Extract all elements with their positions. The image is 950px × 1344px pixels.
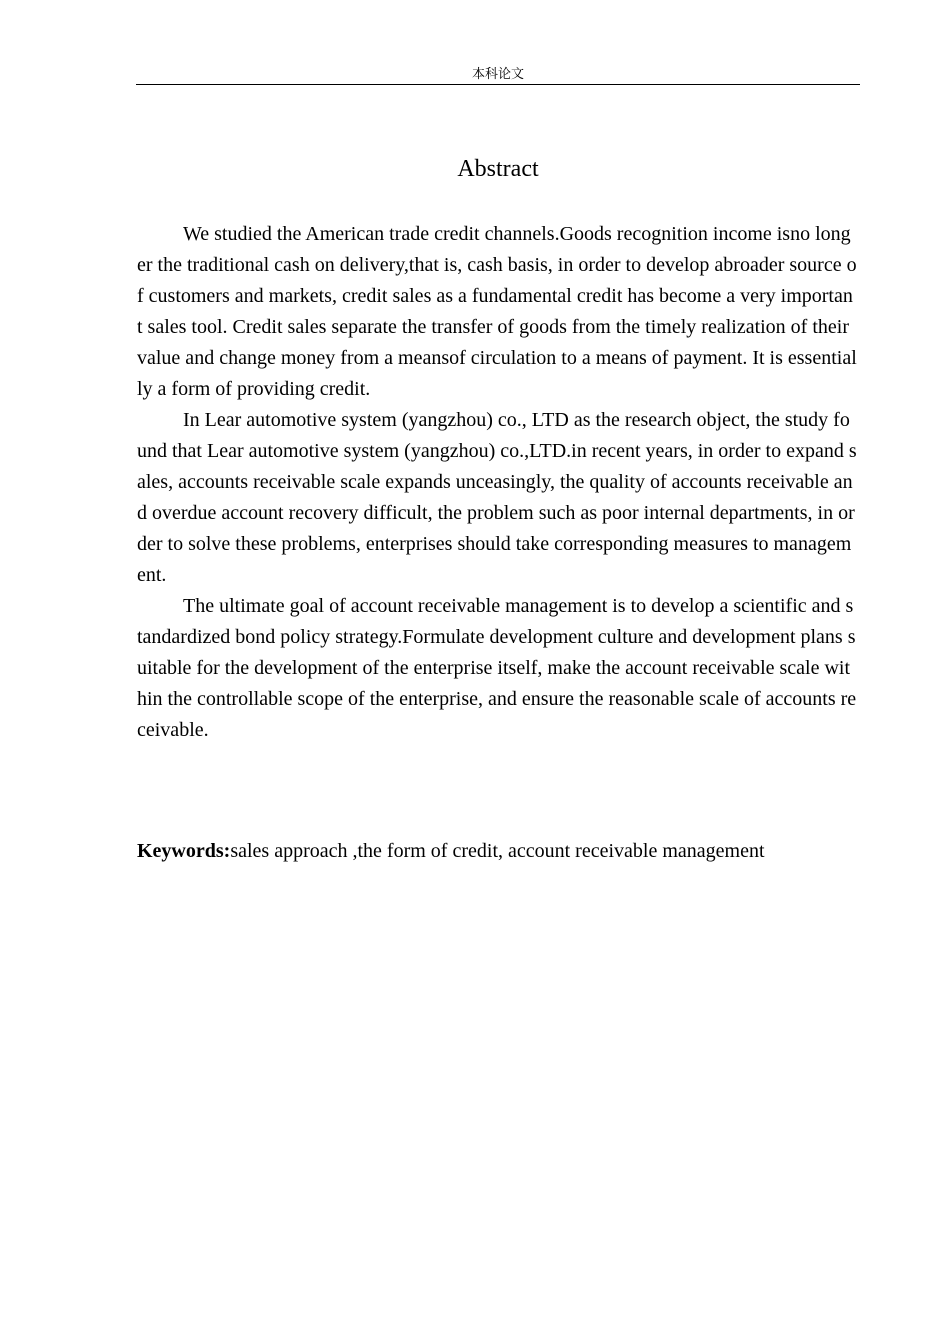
abstract-paragraph-1: We studied the American trade credit channels.Goods recognition income isno longer the traditional cash on delivery,that is, cash basis, in order to develop abroader source of customers and markets, credit sales as a fundamental credit has become a very important sales tool. Credit sales separate the transfer of goods from the timely realization of their value and change money from a meansof circulation to a means of payment. It is essentially a form of providing credit. <box>137 223 857 400</box>
keywords-label: Keywords: <box>137 840 231 862</box>
abstract-body <box>137 219 857 746</box>
header-title: 本科论文 <box>471 66 524 81</box>
page-header <box>136 64 860 85</box>
abstract-paragraph-2: In Lear automotive system (yangzhou) co., LTD as the research object, the study found that Lear automotive system (yangzhou) co.,LTD.in recent years, in order to expand sales, accounts receivable scale expands unceasingly, the quality of accounts receivable and overdue account recovery difficult, the problem such as poor internal departments, in order to solve these problems, enterprises should take corresponding measures to management. <box>137 409 857 586</box>
abstract-paragraph-3: The ultimate goal of account receivable management is to develop a scientific and standardized bond policy strategy.Formulate development culture and development plans suitable for the development of the enterprise itself, make the account receivable scale within the controllable scope of the enterprise, and ensure the reasonable scale of accounts receivable. <box>137 595 857 741</box>
keywords-line <box>137 836 857 867</box>
abstract-title: Abstract <box>457 156 539 182</box>
keywords-text: sales approach ,the form of credit, account receivable management <box>230 840 765 862</box>
